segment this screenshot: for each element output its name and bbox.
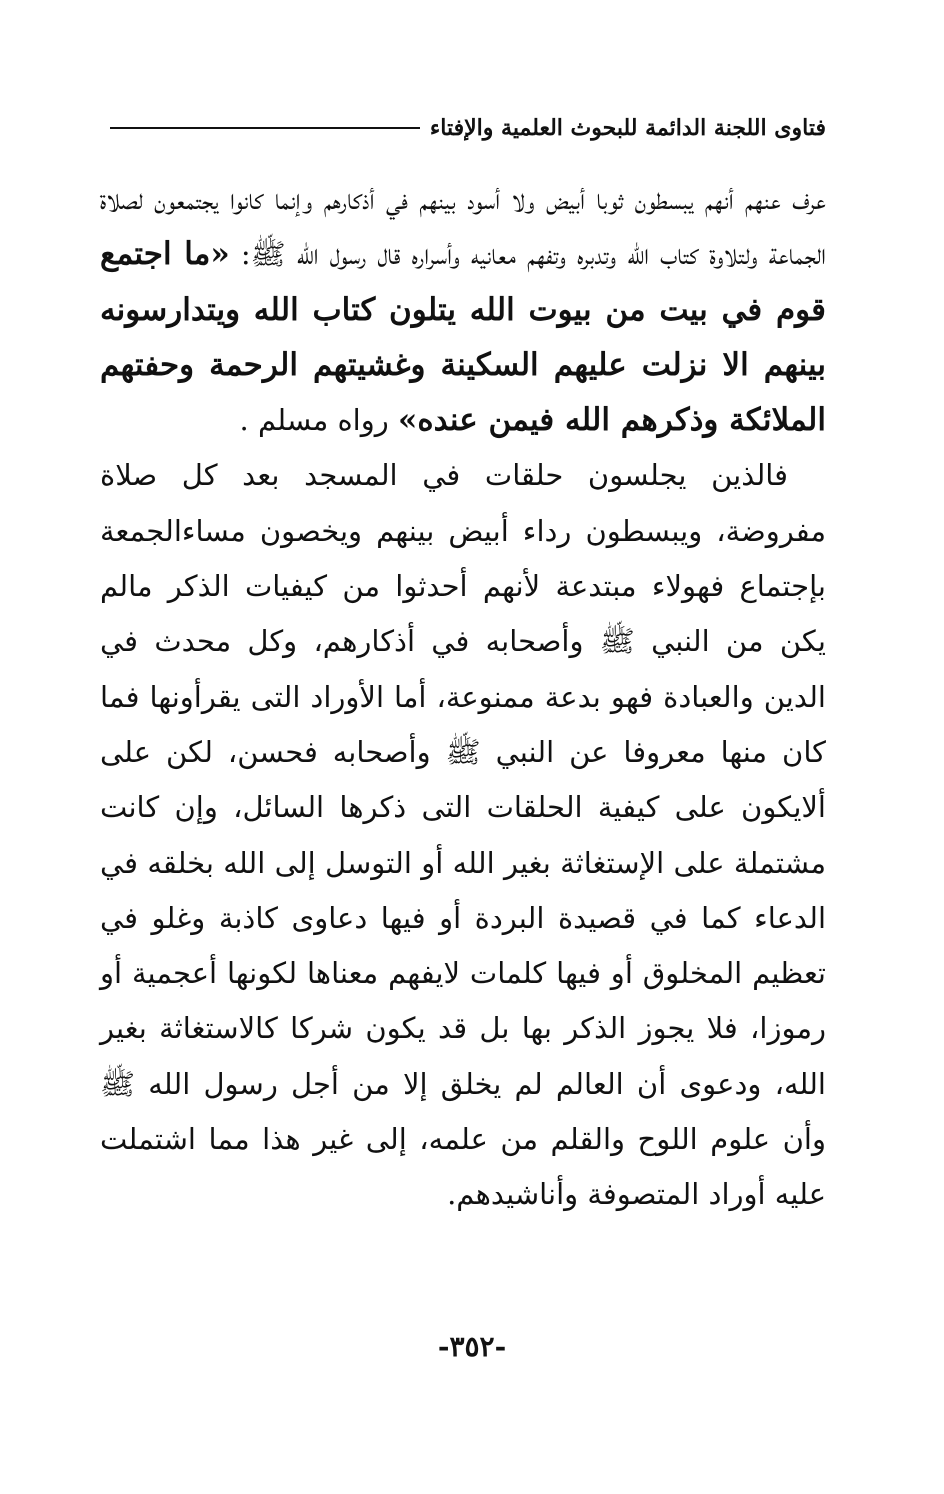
hadith-source: رواه مسلم . bbox=[239, 403, 398, 438]
paragraph-1-intro: عرف عنهم أنهم يبسطون ثوبا أبيض ولا أسود بينهم في أذكارهم وإنما كانوا يجتمعون لصلاة الجماعة ولتلاوة كتاب الله وتدبره وتفهم معانيه وأسراره قال رسول الله ﷺ: bbox=[100, 182, 826, 272]
paragraph-1 bbox=[100, 172, 826, 448]
header-rule bbox=[110, 127, 420, 129]
paragraph-2: فالذين يجلسون حلقات في المسجد بعد كل صلاة مفروضة، ويبسطون رداء أبيض بينهم ويخصون مساءالجمعة بإجتماع فهولاء مبتدعة لأنهم أحدثوا من كيفيات الذكر مالم يكن من النبي ﷺ وأصحابه في أذكارهم، وكل محدث في الدين والعبادة فهو بدعة ممنوعة، أما الأوراد التى يقرأونها فما كان منها معروفا عن النبي ﷺ وأصحابه فحسن، لكن على ألايكون على كيفية الحلقات التى ذكرها السائل، وإن كانت مشتملة على الإستغاثة بغير الله أو التوسل إلى الله بخلقه في الدعاء كما في قصيدة البردة أو فيها دعاوى كاذبة وغلو في تعظيم المخلوق أو فيها كلمات لايفهم معناها لكونها أعجمية أو رموزا، فلا يجوز الذكر بها بل قد يكون شركا كالاستغاثة بغير الله، ودعوى أن العالم لم يخلق إلا من أجل رسول الله ﷺ وأن علوم اللوح والقلم من علمه، إلى غير هذا مما اشتملت عليه أوراد المتصوفة وأناشيدهم. bbox=[100, 458, 826, 1212]
fatwa-body bbox=[100, 172, 826, 1223]
hadith-quote: «ما اجتمع قوم في بيت من بيوت الله يتلون كتاب الله ويتدارسونه بينهم الا نزلت عليهم السكينة وغشيتهم الرحمة وحفتهم الملائكة وذكرهم الله فيمن عنده» bbox=[100, 236, 826, 439]
running-header bbox=[110, 108, 826, 148]
header-title: فتاوى اللجنة الدائمة للبحوث العلمية والإفتاء bbox=[429, 115, 826, 141]
page-number: -٣٥٢- bbox=[437, 1330, 507, 1363]
